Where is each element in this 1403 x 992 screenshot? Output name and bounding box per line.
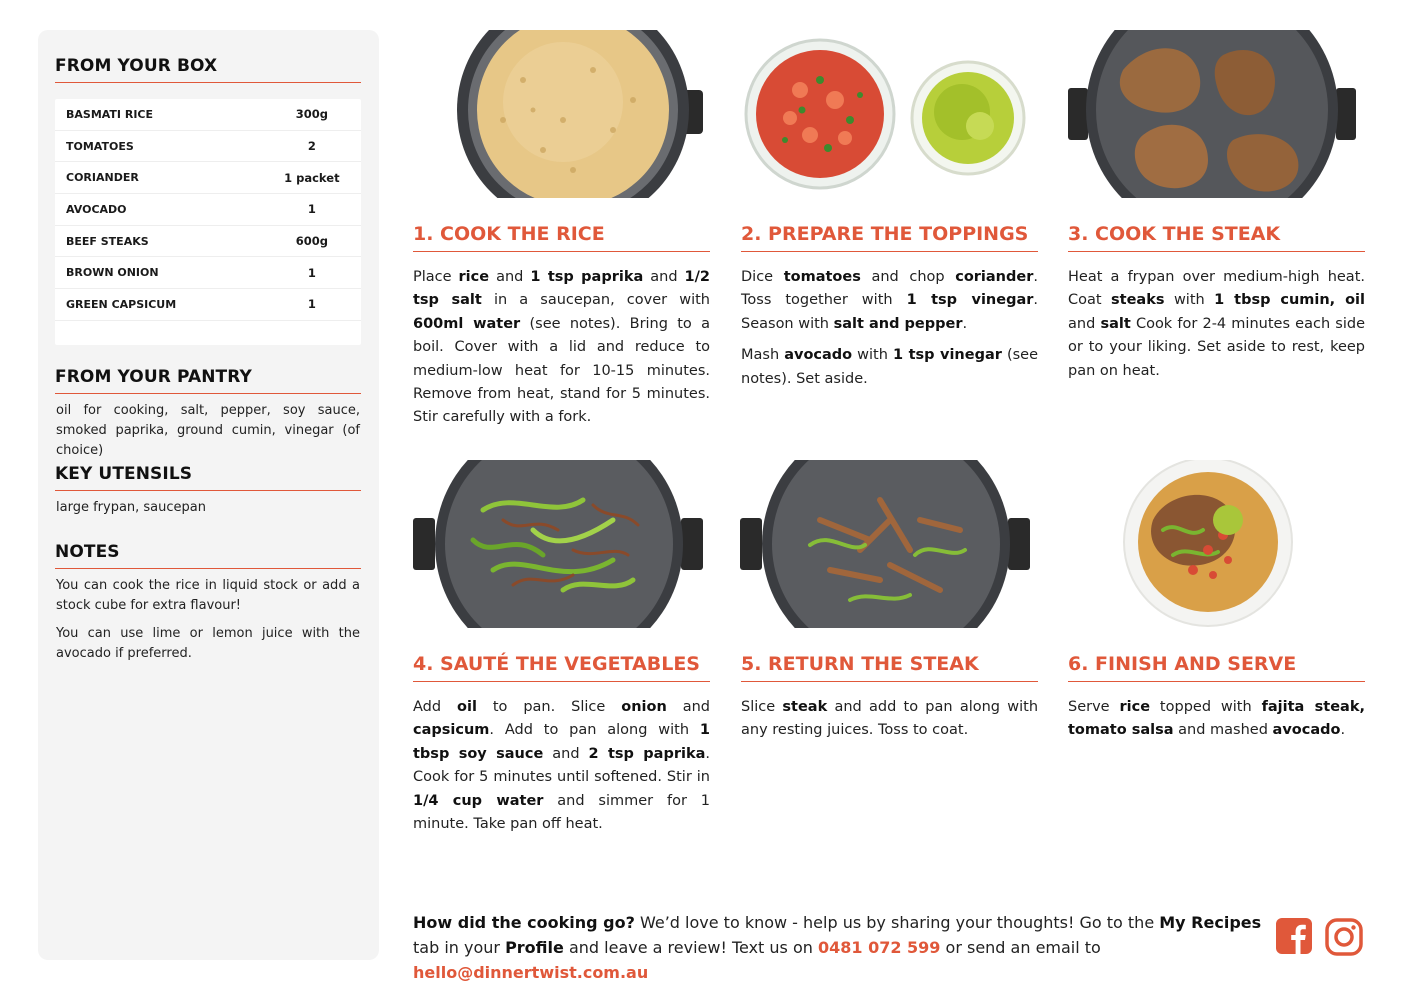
text-run: Place — [413, 269, 459, 285]
step-5-body — [741, 696, 1038, 751]
text-run: Heat a frypan over medium-high heat. Coat — [1068, 269, 1365, 309]
text-run: and leave a review! Text us on — [563, 938, 818, 957]
contact-link[interactable]: hello@dinnertwist.com.au — [413, 963, 649, 982]
instagram-icon — [1325, 918, 1363, 956]
text-run: and — [543, 745, 589, 762]
pantry-text: oil for cooking, salt, pepper, soy sauce, smoked paprika, ground cumin, vinegar (of choice) — [56, 403, 360, 458]
step-6-title: 6. FINISH AND SERVE — [1068, 653, 1365, 682]
ingredient-name: AVOCADO — [66, 202, 127, 216]
box-title: FROM YOUR BOX — [55, 56, 361, 83]
bold-term: 1 tsp paprika — [530, 269, 644, 285]
text-run: and add to pan along with any resting juices. Toss to coat. — [741, 699, 1039, 739]
text-run: or send an email to — [940, 938, 1101, 957]
ingredients-sidebar — [38, 30, 379, 960]
text-run: . Season with — [741, 292, 1038, 332]
pantry-title: FROM YOUR PANTRY — [55, 367, 361, 394]
step-3-image — [1068, 30, 1365, 198]
bold-term: steaks — [1111, 292, 1165, 309]
step-1-image — [413, 30, 710, 198]
text-run: . Add to pan along with — [489, 722, 700, 739]
bold-term: 1 tsp vinegar — [893, 347, 1002, 364]
bold-term: salt — [1100, 315, 1131, 332]
step-5-image — [740, 460, 1037, 628]
step-2-body — [741, 266, 1038, 399]
bold-term: 1/4 cup water — [413, 792, 544, 809]
text-run: in a saucepan, cover with — [481, 292, 710, 309]
ingredient-row — [55, 99, 361, 131]
bold-term: fajita steak, tomato salsa — [1068, 699, 1365, 739]
feedback-footer — [413, 910, 1263, 985]
text-run: topped with — [1150, 699, 1262, 715]
bold-term: 2 tsp paprika — [588, 745, 706, 762]
ingredient-row — [55, 257, 361, 289]
bold-term: coriander — [955, 269, 1034, 285]
bold-term: 1/2 tsp salt — [413, 269, 710, 309]
text-run: . — [962, 315, 968, 332]
bold-term: avocado — [784, 347, 853, 364]
text-run: Mash — [741, 347, 785, 364]
step-6-body — [1068, 696, 1365, 751]
step-4-image — [413, 460, 710, 628]
text-run: to pan. Slice — [476, 699, 622, 715]
facebook-icon — [1276, 918, 1312, 954]
step-paragraph — [1068, 696, 1365, 743]
ingredient-qty: 2 — [307, 139, 316, 154]
ingredient-row — [55, 194, 361, 226]
facebook-link[interactable] — [1276, 918, 1312, 958]
ingredient-qty: 300g — [295, 107, 328, 122]
text-run: . Toss together with — [741, 269, 1038, 309]
ingredient-row — [55, 226, 361, 258]
step-4-body — [413, 696, 710, 844]
bold-term: 1 tsp vinegar — [906, 292, 1034, 309]
text-run: and — [643, 269, 685, 285]
text-run: Add — [413, 699, 458, 715]
ingredient-row — [55, 131, 361, 163]
text-run: (see notes). Set aside. — [741, 347, 1039, 387]
step-4-title: 4. SAUTÉ THE VEGETABLES — [413, 653, 710, 682]
bold-term: steak — [782, 699, 828, 715]
ingredient-row — [55, 289, 361, 321]
text-run: with — [1164, 292, 1215, 309]
utensils-text: large frypan, saucepan — [56, 500, 206, 515]
step-paragraph — [741, 344, 1038, 391]
ingredient-qty: 1 — [307, 265, 316, 280]
text-run: and chop — [860, 269, 956, 285]
step-paragraph — [1068, 266, 1365, 383]
contact-link[interactable]: 0481 072 599 — [817, 938, 941, 957]
step-5-title: 5. RETURN THE STEAK — [741, 653, 1038, 682]
bold-term: salt and pepper — [833, 315, 963, 332]
ingredient-qty: 1 packet — [284, 170, 340, 185]
ingredient-name: GREEN CAPSICUM — [66, 297, 177, 311]
bold-term: Profile — [505, 938, 564, 957]
text-run: with — [852, 347, 893, 364]
ingredient-name: BEEF STEAKS — [66, 234, 149, 248]
step-paragraph — [741, 696, 1038, 743]
ingredient-row — [55, 162, 361, 194]
step-2-image — [740, 30, 1037, 198]
ingredient-name: CORIANDER — [66, 171, 139, 185]
bold-term: oil — [457, 699, 477, 715]
text-run: . Cook for 5 minutes until softened. Stir in — [413, 745, 710, 786]
text-run: and — [1068, 315, 1101, 332]
step-paragraph — [413, 266, 710, 430]
ingredient-name: BROWN ONION — [66, 266, 159, 280]
text-run: tab in your — [413, 938, 506, 957]
text-run: Slice — [741, 699, 783, 715]
bold-term: rice — [458, 269, 490, 285]
note: You can use lime or lemon juice with the avocado if preferred. — [56, 626, 360, 661]
ingredient-qty: 1 — [307, 202, 316, 217]
utensils-title: KEY UTENSILS — [55, 464, 361, 491]
text-run: Dice — [741, 269, 784, 285]
bold-term: onion — [621, 699, 667, 715]
bold-term: How did the cooking go? — [413, 913, 635, 932]
step-1-title: 1. COOK THE RICE — [413, 223, 710, 252]
ingredient-name: BASMATI RICE — [66, 107, 154, 121]
box-ingredients-table — [55, 99, 361, 345]
step-6-image — [1068, 460, 1365, 628]
step-paragraph — [413, 696, 710, 836]
text-run: . — [1340, 722, 1346, 739]
step-3-title: 3. COOK THE STEAK — [1068, 223, 1365, 252]
step-2-title: 2. PREPARE THE TOPPINGS — [741, 223, 1038, 252]
notes-list — [56, 576, 360, 672]
instagram-link[interactable] — [1325, 918, 1363, 960]
text-run: Serve — [1068, 699, 1120, 715]
bold-term: capsicum — [413, 722, 490, 739]
note: You can cook the rice in liquid stock or add a stock cube for extra flavour! — [56, 578, 360, 613]
step-3-body — [1068, 266, 1365, 391]
text-run: and — [489, 269, 531, 285]
text-run: Cook for 2-4 minutes each side or to your liking. Set aside to rest, keep pan on heat. — [1068, 315, 1365, 379]
ingredient-name: TOMATOES — [66, 139, 134, 153]
text-run: and — [666, 699, 711, 715]
text-run: and mashed — [1173, 722, 1273, 739]
text-run: We’d love to know - help us by sharing your thoughts! Go to the — [634, 913, 1160, 932]
step-1-body — [413, 266, 710, 438]
step-paragraph — [741, 266, 1038, 336]
bold-term: tomatoes — [783, 269, 861, 285]
text-run: and simmer for 1 minute. Take pan off heat. — [413, 792, 711, 833]
bold-term: 600ml water — [413, 315, 521, 332]
ingredient-qty: 600g — [295, 234, 328, 249]
bold-term: My Recipes — [1159, 913, 1262, 932]
ingredient-qty: 1 — [307, 297, 316, 312]
bold-term: 1 tbsp soy sauce — [413, 722, 710, 762]
notes-title: NOTES — [55, 542, 361, 569]
bold-term: avocado — [1272, 722, 1341, 739]
bold-term: 1 tbsp cumin, oil — [1214, 292, 1365, 309]
bold-term: rice — [1119, 699, 1151, 715]
text-run: (see notes). Bring to a boil. Cover with a lid and reduce to medium-low heat for 10-15 minutes. Remove from heat, stand for 5 minutes. Stir carefully with a fork. — [413, 315, 710, 426]
